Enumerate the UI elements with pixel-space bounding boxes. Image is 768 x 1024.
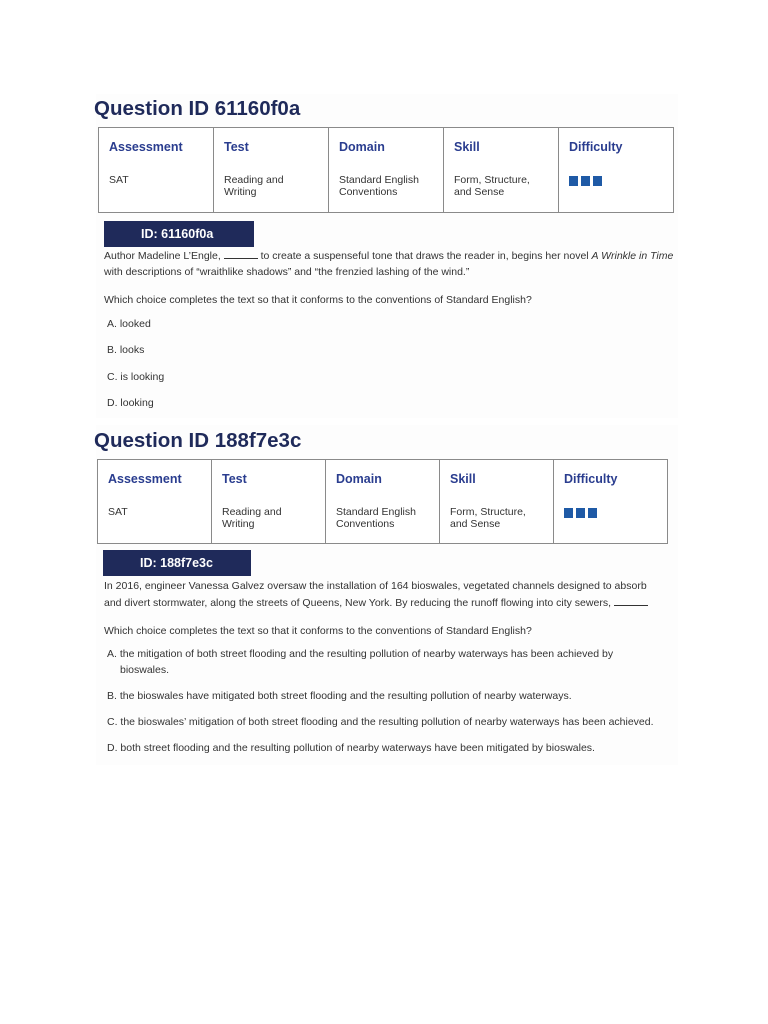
answer-choice-a[interactable]: A. the mitigation of both street flooding and the resulting pollution of nearby waterways has been achieved by [107,648,614,660]
metadata-table [97,459,668,544]
passage-text [104,248,674,280]
difficulty-bar [588,508,597,518]
passage-part: to create a suspenseful tone that draws the reader in, begins her novel [257,250,592,262]
value-domain [339,174,433,198]
domain-line-1: Standard English [336,506,416,518]
answer-choice-d[interactable]: D. both street flooding and the resulting pollution of nearby waterways have been mitigated by bioswales. [107,742,595,754]
answer-choice-d[interactable]: D. looking [107,397,154,409]
meta-cell-difficulty [554,460,668,544]
skill-line-2: and Sense [454,186,505,198]
answer-choice-a[interactable]: A. looked [107,318,151,330]
question-id-badge: ID: 61160f0a [104,221,254,247]
header-difficulty: Difficulty [569,140,623,154]
question-prompt: Which choice completes the text so that it conforms to the conventions of Standard English? [104,625,532,637]
answer-choice-c[interactable]: C. the bioswales’ mitigation of both street flooding and the resulting pollution of nearby waterways has been achieved. [107,716,654,728]
header-assessment: Assessment [108,472,182,486]
difficulty-bar [593,176,602,186]
header-domain: Domain [339,140,385,154]
domain-line-2: Conventions [336,518,395,530]
value-skill [450,506,543,530]
passage-part: with descriptions of “wraithlike shadows” and “the frenzied lashing of the wind.” [104,266,470,278]
difficulty-indicator [564,508,657,518]
question-title: Question ID 188f7e3c [94,429,302,452]
question-prompt: Which choice completes the text so that it conforms to the conventions of Standard English? [104,294,532,306]
header-difficulty: Difficulty [564,472,618,486]
passage-part: Author Madeline L’Engle, [104,250,224,262]
passage-line-1: In 2016, engineer Vanessa Galvez oversaw the installation of 164 bioswales, vegetated channels designed to absorb [104,580,647,592]
passage-line-2 [104,595,648,611]
header-test: Test [224,140,249,154]
meta-cell-skill [440,460,554,544]
book-title: A Wrinkle in Time [591,250,674,262]
skill-line-1: Form, Structure, [454,174,530,186]
header-skill: Skill [454,140,480,154]
meta-cell-difficulty [559,128,674,213]
value-assessment: SAT [109,174,129,186]
answer-blank [224,248,258,259]
difficulty-bar [581,176,590,186]
answer-choice-c[interactable]: C. is looking [107,371,165,383]
answer-choice-b[interactable]: B. the bioswales have mitigated both street flooding and the resulting pollution of nearby waterways. [107,690,572,702]
skill-line-2: and Sense [450,518,501,530]
answer-blank [614,595,648,606]
passage-part: and divert stormwater, along the streets of Queens, New York. By reducing the runoff flowing into city sewers, [104,597,611,609]
meta-cell-domain [329,128,444,213]
meta-cell-test [212,460,326,544]
header-assessment: Assessment [109,140,183,154]
answer-choice-b[interactable]: B. looks [107,344,145,356]
header-test: Test [222,472,247,486]
meta-cell-assessment [98,460,212,544]
difficulty-bar [576,508,585,518]
difficulty-indicator [569,176,663,186]
difficulty-bar [569,176,578,186]
meta-cell-domain [326,460,440,544]
value-domain [336,506,429,530]
header-skill: Skill [450,472,476,486]
header-domain: Domain [336,472,382,486]
value-test: Reading and Writing [224,174,284,198]
value-test: Reading and Writing [222,506,282,530]
question-id-badge: ID: 188f7e3c [103,550,251,576]
meta-cell-test [214,128,329,213]
meta-cell-assessment [99,128,214,213]
meta-cell-skill [444,128,559,213]
domain-line-2: Conventions [339,186,398,198]
question-title: Question ID 61160f0a [94,97,301,120]
difficulty-bar [564,508,573,518]
skill-line-1: Form, Structure, [450,506,526,518]
value-skill [454,174,548,198]
metadata-table [98,127,674,213]
answer-choice-a-continued[interactable]: bioswales. [120,664,170,676]
domain-line-1: Standard English [339,174,419,186]
value-assessment: SAT [108,506,128,518]
